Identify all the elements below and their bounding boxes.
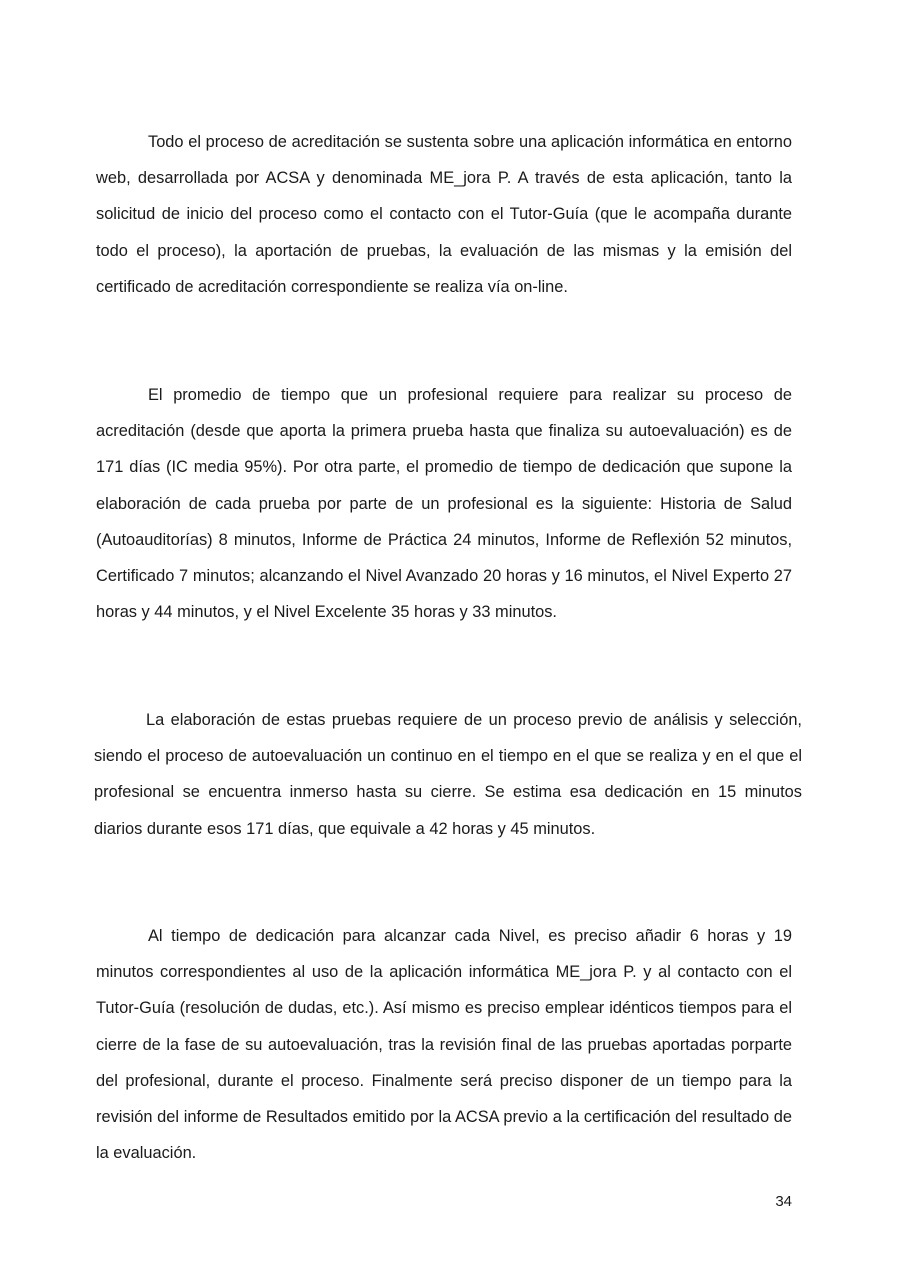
- paragraph-tiempo-dedicacion: [96, 918, 792, 1171]
- paragraph-text: Al tiempo de dedicación para alcanzar cada Nivel, es preciso añadir 6 horas y 19 minutos correspondientes al uso de la aplicación informática ME_jora P. y al contacto con el Tutor-Guía (resolución de dudas, etc.). Así mismo es preciso emplear idénticos tiempos para el cierre de la fase de su autoevaluación, tras la revisión final de las pruebas aportadas porparte del profesional, durante el proceso. Finalmente será preciso disponer de un tiempo para la revisión del informe de Resultados emitido por la ACSA previo a la certificación del resultado de la evaluación.: [96, 927, 792, 1163]
- paragraph-text: La elaboración de estas pruebas requiere de un proceso previo de análisis y selección, siendo el proceso de autoevaluación un continuo en el tiempo en el que se realiza y en el que el profesional se encuentra inmerso hasta su cierre. Se estima esa dedicación en 15 minutos diarios durante esos 171 días, que equivale a 42 horas y 45 minutos.: [94, 711, 802, 838]
- page-number: 34: [775, 1193, 792, 1210]
- paragraph-promedio-tiempo: [96, 377, 792, 630]
- paragraph-elaboracion-pruebas: [94, 702, 802, 847]
- paragraph-text: El promedio de tiempo que un profesional requiere para realizar su proceso de acreditación (desde que aporta la primera prueba hasta que finaliza su autoevaluación) es de 171 días (IC media 95%). Por otra parte, el promedio de tiempo de dedicación que supone la elaboración de cada prueba por parte de un profesional es la siguiente: Historia de Salud (Autoauditorías) 8 minutos, Informe de Práctica 24 minutos, Informe de Reflexión 52 minutos, Certificado 7 minutos; alcanzando el Nivel Avanzado 20 horas y 16 minutos, el Nivel Experto 27 horas y 44 minutos, y el Nivel Excelente 35 horas y 33 minutos.: [96, 386, 792, 622]
- paragraph-text: Todo el proceso de acreditación se sustenta sobre una aplicación informática en entorno web, desarrollada por ACSA y denominada ME_jora P. A través de esta aplicación, tanto la solicitud de inicio del proceso como el contacto con el Tutor-Guía (que le acompaña durante todo el proceso), la aportación de pruebas, la evaluación de las mismas y la emisión del certificado de acreditación correspondiente se realiza vía on-line.: [96, 133, 792, 296]
- paragraph-acreditacion-web: [96, 124, 792, 305]
